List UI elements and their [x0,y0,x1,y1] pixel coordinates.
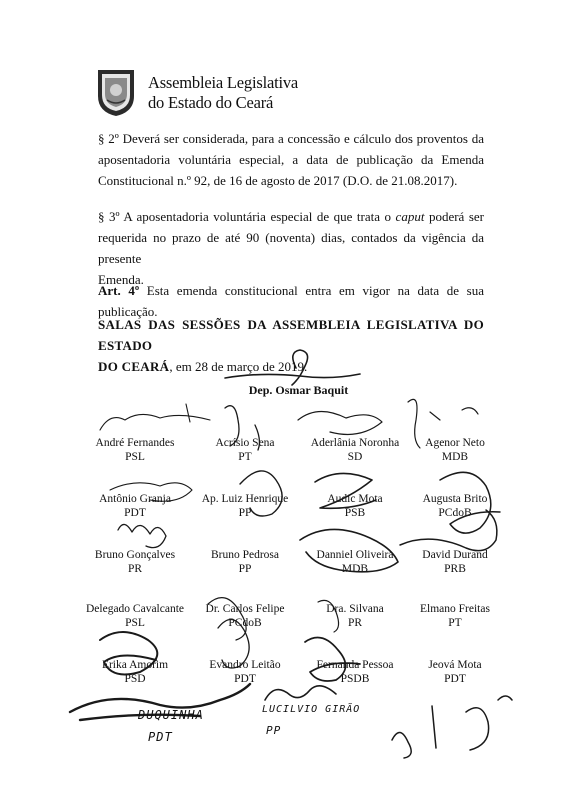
deputy-name: Antônio Granja [99,493,171,505]
latin-term: caput [395,209,425,224]
deputy-party: PR [347,617,363,629]
signature-lucilvio [265,686,336,700]
deputy-name: Aderlânia Noronha [310,437,400,449]
sessions-date: , em 28 de março de 2019. [169,359,308,374]
deputy-party: PDT [444,673,466,685]
org-name-line2: do Estado do Ceará [148,93,274,112]
paragraph-line: aposentadoria voluntária especial, a data de publicação da Emenda [98,152,484,167]
paragraph-section-2 [98,128,484,191]
deputy-name: Dra. Silvana [326,603,384,615]
paragraph-line: § 3º A aposentadoria voluntária especial de que trata o caput poderá ser [98,209,484,224]
state-seal-icon [94,66,138,118]
handwritten-note-lucilvio: LUCILVIO GIRÃO [262,704,361,715]
sessions-line2: DO CEARÁ [98,359,170,374]
deputy-signature-block [300,436,410,464]
signature-aderlania [298,411,382,434]
signature-bruno-g [118,524,166,547]
signature-andre [100,404,210,430]
deputy-signature-block [80,548,190,576]
deputy-name: Jeová Mota [428,659,482,671]
deputy-party: PSB [344,507,366,519]
deputy-party: PDT [234,673,256,685]
deputy-name: Dr. Carlos Felipe [205,603,285,615]
deputy-signature-block [80,602,190,630]
chair-name: Dep. Osmar Baquit [248,383,349,397]
deputy-party: PRB [444,563,466,575]
sessions-closing [98,314,484,377]
deputy-party: PP [238,563,252,575]
deputy-name: André Fernandes [95,437,175,449]
deputy-name: Audic Mota [327,493,383,505]
document-header [94,66,354,122]
deputy-party: PSD [124,673,146,685]
deputy-party: PSL [125,451,145,463]
deputy-party: PSDB [340,673,370,685]
paragraph-line: requerida no prazo de até 90 (noventa) dias, contados da vigência da presente [98,230,488,266]
deputy-name: Danniel Oliveira [316,549,394,561]
deputy-party: PT [238,451,252,463]
paragraph-line: Constitucional n.º 92, de 16 de agosto de 2017 (D.O. de 21.08.2017). [98,173,458,188]
deputy-signature-block [190,658,300,686]
deputy-party: PT [448,617,462,629]
deputy-party: PSL [125,617,145,629]
deputy-signature-block [190,548,300,576]
deputy-name: Evandro Leitão [209,659,281,671]
deputy-party: PCdoB [438,507,472,519]
deputy-signature-block [190,436,300,464]
signature-right [392,696,512,758]
deputy-party: MDB [441,451,469,463]
handwritten-note-duquinha: DUQUINHA [138,708,204,722]
article-text: Esta emenda constitucional entra em vigor na data de sua publicação. [98,283,488,319]
deputy-signature-block [300,492,410,520]
chair-signature-label [0,383,567,398]
deputy-party: PP [238,507,252,519]
deputy-name: Delegado Cavalcante [85,603,185,615]
deputy-name: Fernanda Pessoa [316,659,394,671]
paragraph-section-3 [98,206,488,290]
deputy-name: Erika Amorim [101,659,169,671]
deputy-signature-block [80,492,190,520]
deputy-party: SD [347,451,363,463]
deputy-name: Acrísio Sena [215,437,275,449]
deputy-party: PR [127,563,143,575]
deputy-signature-block [400,436,510,464]
article-label: Art. 4º [98,283,140,298]
deputy-signature-block [190,492,300,520]
deputy-signature-block [300,548,410,576]
deputy-signature-block [190,602,300,630]
handwritten-note-duquinha-party: PDT [148,730,173,744]
deputy-signature-block [400,602,510,630]
deputy-name: Augusta Brito [422,493,488,505]
org-name-line1: Assembleia Legislativa [148,73,299,92]
deputy-name: Agenor Neto [425,437,485,449]
deputy-name: Ap. Luiz Henrique [201,493,289,505]
paragraph-line: Emenda. [98,272,144,287]
deputy-party: PCdoB [228,617,262,629]
deputy-name: Elmano Freitas [420,603,490,615]
sessions-line1: SALAS DAS SESSÕES DA ASSEMBLEIA LEGISLATIVA DO ESTADO [98,317,484,353]
deputy-signature-block [300,602,410,630]
paragraph-line: § 2º Deverá ser considerada, para a concessão e cálculo dos proventos da [98,131,484,146]
deputy-signature-block [80,436,190,464]
deputy-signature-block [400,658,510,686]
deputy-signature-block [300,658,410,686]
deputy-party: PDT [124,507,146,519]
deputy-signature-block [400,492,510,520]
deputy-name: Bruno Gonçalves [94,549,176,561]
deputy-signature-block [400,548,510,576]
deputy-name: David Durand [422,549,488,561]
handwritten-note-lucilvio-party: PP [266,724,282,737]
deputy-party: MDB [341,563,369,575]
deputy-signature-block [80,658,190,686]
deputy-name: Bruno Pedrosa [210,549,280,561]
